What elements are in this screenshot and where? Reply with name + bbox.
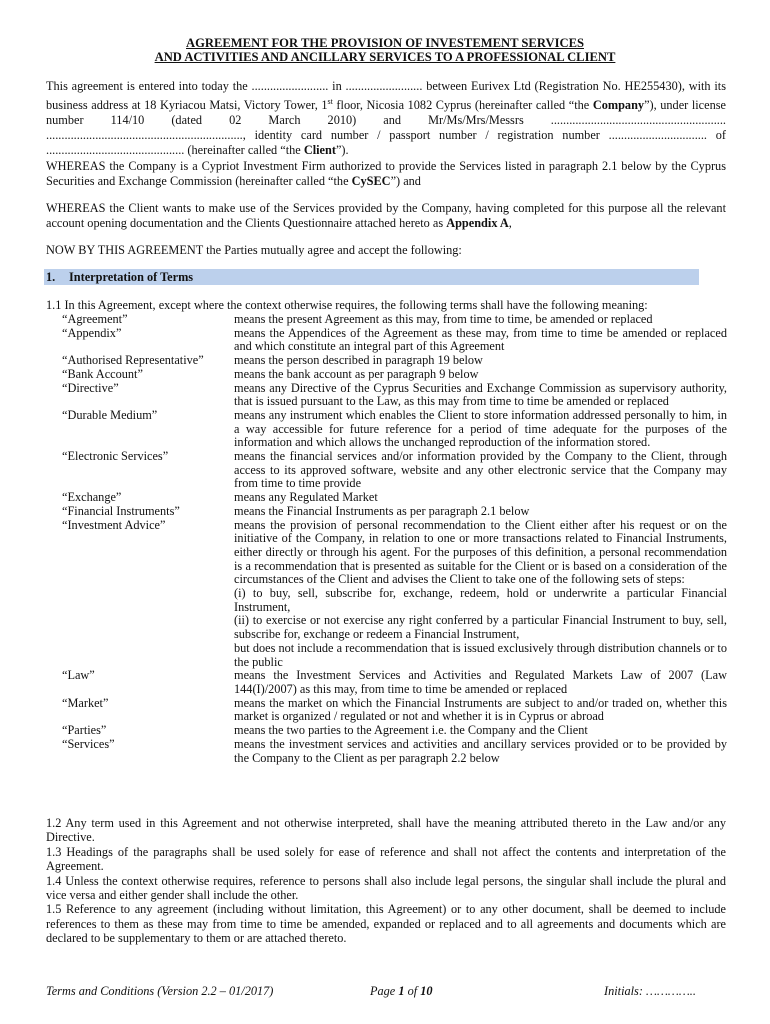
preamble-parties: This agreement is entered into today the ......................... in ......................... between Eurivex Ltd (Registration No. HE255430), with its business address at 18 Kyriacou Matsi, Victory Tower, 1st floor, Nicosia 1082 Cyprus (hereinafter called “the Company”), under license number 114/10 (dated 02 March 2010) and Mr/Ms/Mrs/Messrs ......................................................... ................................................................, identity card number / passport number / registration number ................................ of ............................................. (hereinafter called “the Client”). — [46, 79, 726, 158]
definition-meaning: means the provision of personal recommendation to the Client either after his request or on the initiative of the Company, in relation to one or more transactions related to Financial Instruments, either directly or through his agent. For the purposes of this definition, a personal recommendation is a recommendation that is presented as suitable for the Client or is based on a consideration of the circumstances of the Client and advises the Client to take one of the following sets of steps: — [234, 517, 727, 587]
definition-row — [62, 697, 727, 724]
whereas-company: WHEREAS the Company is a Cypriot Investment Firm authorized to provide the Services listed in paragraph 2.1 below by the Cyprus Securities and Exchange Commission (hereinafter called “the CySEC”) and — [46, 159, 726, 188]
definitions-list — [62, 313, 727, 765]
now-by-this-agreement: NOW BY THIS AGREEMENT the Parties mutually agree and accept the following: — [46, 243, 462, 257]
definition-term: “Directive” — [62, 380, 119, 395]
definition-meaning: means the two parties to the Agreement i.e. the Company and the Client — [234, 723, 588, 738]
definition-term: “Durable Medium” — [62, 407, 158, 422]
definition-row — [62, 382, 727, 409]
definition-row — [62, 614, 727, 641]
definition-meaning: means any Regulated Market — [234, 490, 378, 505]
definition-meaning: means the investment services and activities and ancillary services provided or to be provided by the Company to the Client as per paragraph 2.2 below — [234, 736, 727, 765]
definition-term: “Electronic Services” — [62, 449, 169, 464]
definition-meaning: means the financial services and/or information provided by the Company to the Client, through access to its approved software, website and any other electronic service that the Company may from time to time provide — [234, 449, 727, 491]
title-line-2: AND ACTIVITIES AND ANCILLARY SERVICES TO A PROFESSIONAL CLIENT — [154, 50, 616, 64]
definition-meaning: means any instrument which enables the Client to store information addressed personally to him, in a way accessible for future reference for a period of time adequate for the purposes of the information and which allows the unchanged reproduction of the information stored. — [234, 407, 727, 450]
definition-row — [62, 669, 727, 696]
clause-1-1: 1.1 In this Agreement, except where the context otherwise requires, the following terms shall have the following meaning: — [46, 298, 648, 312]
clause-paragraph: 1.4 Unless the context otherwise requires, reference to persons shall also include legal persons, the singular shall include the plural and vice versa and either gender shall include the other. — [46, 873, 726, 903]
clause-paragraph: 1.3 Headings of the paragraphs shall be used solely for ease of reference and shall not affect the contents and interpretation of the Agreement. — [46, 844, 726, 874]
definition-term: “Parties” — [62, 723, 107, 738]
definition-meaning: means the Appendices of the Agreement as these may, from time to time be amended or replaced and which constitute an integral part of this Agreement — [234, 325, 727, 354]
definition-term: “Law” — [62, 668, 95, 683]
definition-row — [62, 450, 727, 491]
definition-term: “Agreement” — [62, 312, 128, 326]
definition-row — [62, 409, 727, 450]
section-heading: 1. Interpretation of Terms — [46, 270, 194, 284]
definition-row — [62, 738, 727, 765]
definition-meaning: means any Directive of the Cyprus Securities and Exchange Commission as supervisory authority, that is issued pursuant to the Law, as this may from time to time be amended or replaced — [234, 380, 727, 409]
definition-term: “Services” — [62, 736, 115, 751]
definition-row — [62, 491, 727, 505]
definition-meaning: (i) to buy, sell, subscribe for, exchange, redeem, hold or underwrite a particular Financial Instrument, — [234, 586, 727, 614]
footer-initials: Initials: ………….. — [604, 984, 696, 998]
definition-term: “Authorised Representative” — [62, 353, 204, 368]
definition-row — [62, 587, 727, 614]
title-line-1: AGREEMENT FOR THE PROVISION OF INVESTEMENT SERVICES — [186, 36, 584, 50]
definition-row — [62, 519, 727, 588]
definition-meaning: means the Investment Services and Activities and Regulated Markets Law of 2007 (Law 144(I)/2007) as this may, from time to time be amended or replaced — [234, 668, 727, 696]
definition-meaning: means the present Agreement as this may, from time to time, be amended or replaced — [234, 312, 653, 326]
definition-term: “Investment Advice” — [62, 517, 166, 532]
definition-meaning: (ii) to exercise or not exercise any right conferred by a particular Financial Instrument to buy, sell, subscribe for, exchange or redeem a Financial Instrument, — [234, 613, 727, 642]
definition-row — [62, 505, 727, 519]
definition-term: “Market” — [62, 695, 109, 710]
definition-row — [62, 368, 727, 382]
definition-term: “Exchange” — [62, 490, 122, 505]
definition-row — [62, 642, 727, 669]
definition-row — [62, 724, 727, 738]
clause-paragraph: 1.2 Any term used in this Agreement and not otherwise interpreted, shall have the meaning attributed thereto in the Law and/or any Directive. — [46, 816, 726, 845]
footer-page-number: Page 1 of 10 — [370, 984, 433, 998]
definition-row — [62, 313, 727, 327]
definition-term: “Financial Instruments” — [62, 503, 180, 518]
whereas-client: WHEREAS the Client wants to make use of the Services provided by the Company, having completed for this purpose all the relevant account opening documentation and the Clients Questionnaire attached hereto as Appendix A, — [46, 201, 726, 230]
definition-meaning: means the bank account as per paragraph 9 below — [234, 366, 479, 381]
clause-paragraph: 1.5 Reference to any agreement (including without limitation, this Agreement) or to any other document, shall be deemed to include references to them as these may from time to time be amended, expanded or replaced and to all agreements and documents which are declared to be supplementary to them or are attached thereto. — [46, 902, 726, 946]
definition-meaning: but does not include a recommendation that is issued exclusively through distribution channels or to the public — [234, 640, 727, 669]
definition-row — [62, 327, 727, 354]
definition-term: “Bank Account” — [62, 366, 143, 381]
definition-meaning: means the market on which the Financial Instruments are subject to and/or traded on, whether this market is organized / regulated or not and whether it is in Cyprus or abroad — [234, 695, 727, 724]
definition-meaning: means the person described in paragraph 19 below — [234, 353, 483, 368]
definition-row — [62, 354, 727, 368]
footer-version: Terms and Conditions (Version 2.2 – 01/2017) — [46, 984, 274, 998]
definition-meaning: means the Financial Instruments as per paragraph 2.1 below — [234, 503, 530, 518]
clauses-list — [46, 816, 726, 946]
definition-term: “Appendix” — [62, 325, 122, 340]
